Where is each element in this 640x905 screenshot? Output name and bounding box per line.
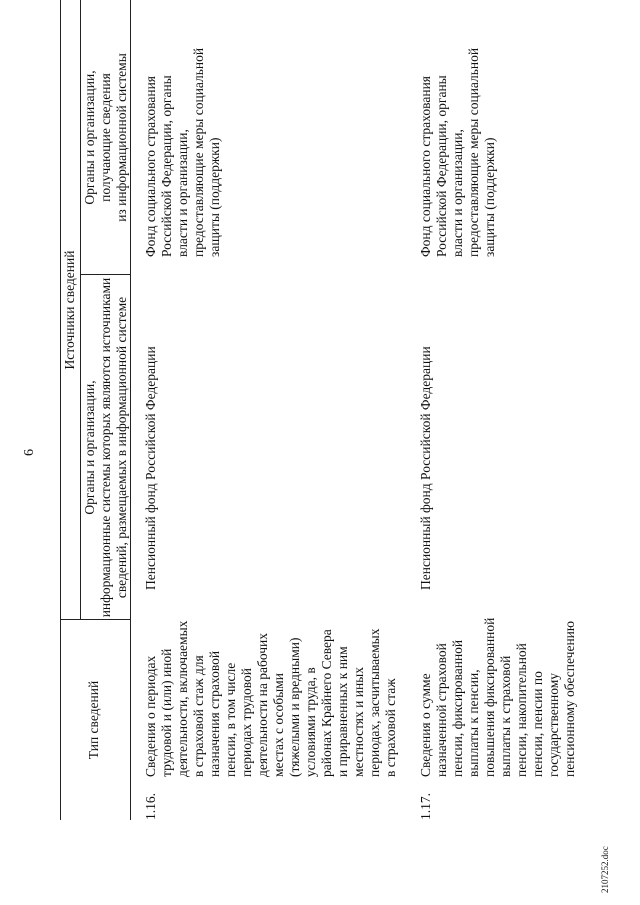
sources-underline [80, 0, 81, 620]
row-type-description: Сведения о сумме назначенной страховой пенсии, фиксированной выплаты к пенсии, повышения фиксированной выплаты к страховой пенсии, накопительной пенсии, пенсии по государственному пенсионному обеспечению [418, 617, 577, 777]
header-receivers-column: Органы и организации, получающие сведения из информационной системы [82, 53, 129, 222]
footer-document-code: 2107252.doc [600, 846, 610, 893]
row-number: 1.16. [143, 793, 158, 820]
row-receiver: Фонд социального страхования Российской Федерации, органы власти и организации, предоставляющие меры социальной защиты (поддержки) [418, 47, 497, 257]
row-receiver: Фонд социального страхования Российской Федерации, органы власти и организации, предоставляющие меры социальной защиты (поддержки) [143, 47, 222, 257]
row-provider: Пенсионный фонд Российской Федерации [418, 346, 433, 590]
page-number: 6 [22, 449, 37, 456]
table-top-border [60, 0, 61, 820]
row-provider: Пенсионный фонд Российской Федерации [143, 346, 158, 590]
row-number: 1.17. [418, 793, 433, 820]
header-providers-column: Органы и организации, информационные системы которых являются источниками сведений, размещаемых в информационной системе [82, 277, 129, 618]
header-type-of-information: Тип сведений [86, 680, 101, 760]
header-sources-of-information: Источники сведений [62, 250, 77, 370]
row-type-description: Сведения о периодах трудовой и (или) иной деятельности, включаемых в страховой стаж для назначения страховой пенсии, в том числе периодах трудовой деятельности на рабочих местах с особыми (тяжелыми и вредными) условиями труда, в районах Крайнего Севера и приравненных к ним местностях и иных периодах, засчитываемых в страховой стаж [143, 620, 398, 777]
header-bottom-border [130, 0, 131, 820]
